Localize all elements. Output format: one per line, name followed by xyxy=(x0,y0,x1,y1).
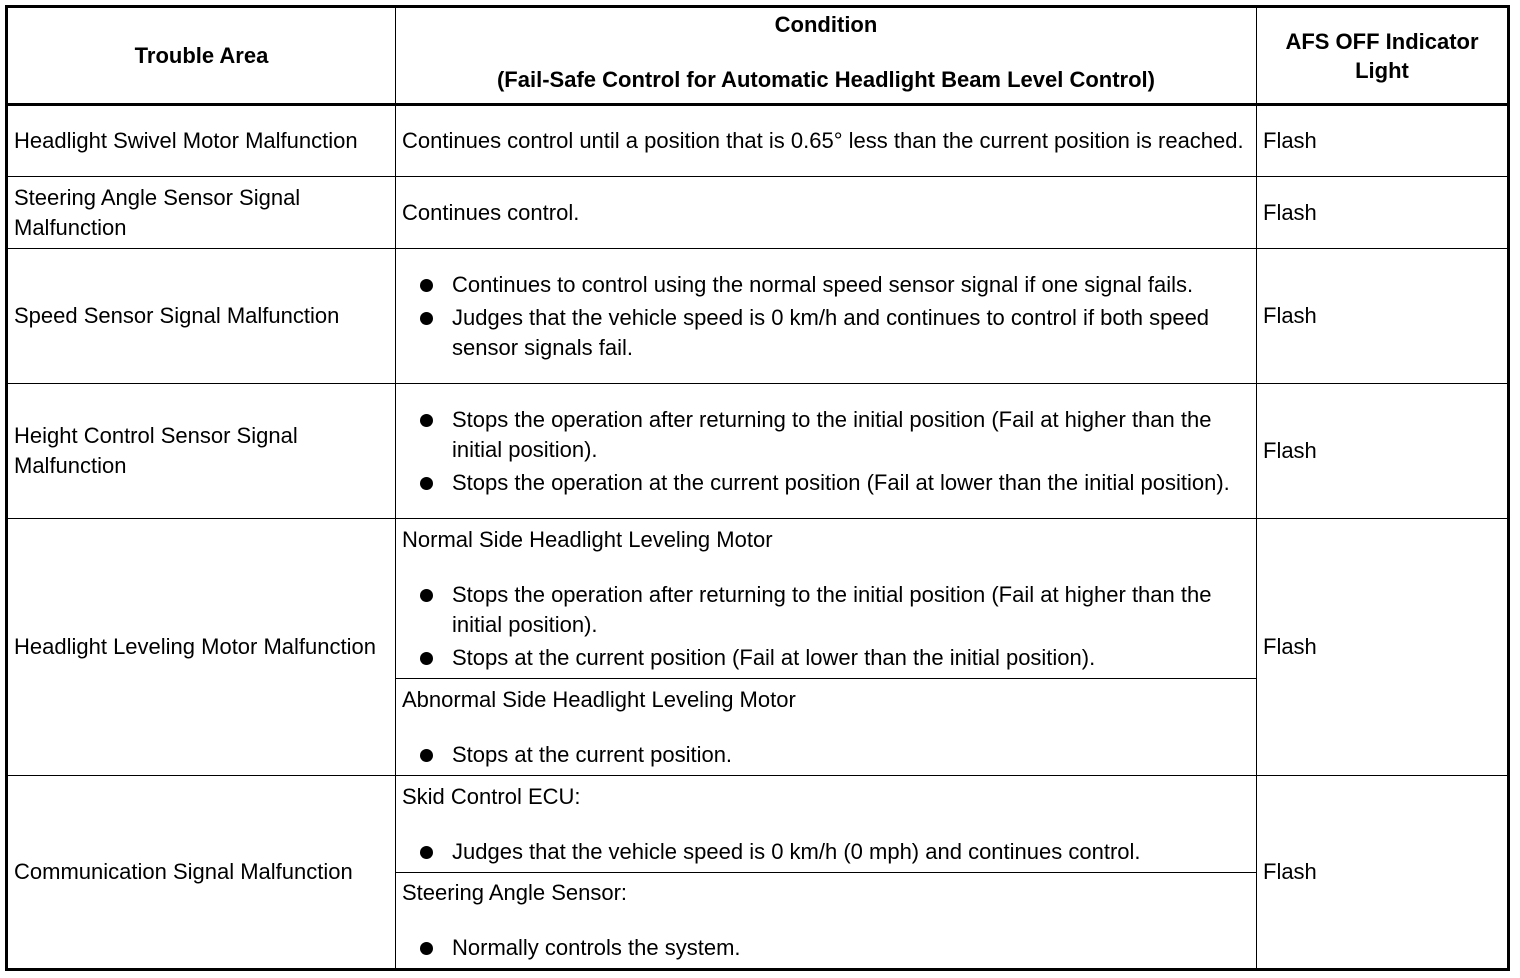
condition-subheading: Skid Control ECU: xyxy=(402,783,581,809)
header-condition xyxy=(396,7,1257,105)
header-condition-title: Condition xyxy=(774,11,878,37)
trouble-area-cell: Headlight Leveling Motor Malfunction xyxy=(7,519,396,776)
bullet-text: Stops the operation after returning to the initial position (Fail at higher than the initial position). xyxy=(452,406,1212,462)
trouble-area-cell: Steering Angle Sensor Signal Malfunction xyxy=(7,177,396,249)
indicator-cell: Flash xyxy=(1257,249,1509,384)
trouble-area-cell: Speed Sensor Signal Malfunction xyxy=(7,249,396,384)
bullet-item xyxy=(402,643,1250,673)
condition-bullet-list xyxy=(402,405,1250,498)
fail-safe-table xyxy=(5,5,1510,971)
condition-bullet-list xyxy=(402,740,1250,770)
condition-cell: Continues control until a position that is 0.65° less than the current position is reached. xyxy=(396,105,1257,177)
condition-bullet-list xyxy=(402,270,1250,363)
condition-subheading: Steering Angle Sensor: xyxy=(402,880,628,905)
bullet-item xyxy=(402,837,1250,867)
condition-subheading: Abnormal Side Headlight Leveling Motor xyxy=(402,686,796,712)
table-header-row xyxy=(7,7,1509,105)
trouble-area-cell: Headlight Swivel Motor Malfunction xyxy=(7,105,396,177)
condition-cell xyxy=(396,679,1257,776)
header-condition-subtitle: (Fail-Safe Control for Automatic Headlight Beam Level Control) xyxy=(496,66,1155,92)
indicator-cell: Flash xyxy=(1257,384,1509,519)
table-row xyxy=(7,776,1509,873)
bullet-icon xyxy=(420,942,433,955)
trouble-area-cell: Height Control Sensor Signal Malfunction xyxy=(7,384,396,519)
condition-cell xyxy=(396,519,1257,679)
trouble-area-cell: Communication Signal Malfunction xyxy=(7,776,396,970)
bullet-item xyxy=(402,580,1250,640)
condition-bullet-list xyxy=(402,837,1250,867)
bullet-icon xyxy=(420,749,433,762)
table-row xyxy=(7,384,1509,519)
indicator-cell: Flash xyxy=(1257,105,1509,177)
header-trouble-area: Trouble Area xyxy=(7,7,396,105)
bullet-text: Stops at the current position. xyxy=(452,741,733,767)
condition-cell xyxy=(396,873,1257,970)
bullet-item xyxy=(402,303,1250,363)
bullet-icon xyxy=(420,279,433,292)
bullet-icon xyxy=(420,312,433,325)
bullet-item xyxy=(402,933,1250,963)
condition-bullet-list xyxy=(402,580,1250,673)
condition-subheading: Normal Side Headlight Leveling Motor xyxy=(402,526,773,552)
bullet-icon xyxy=(420,477,433,490)
bullet-text: Stops the operation at the current position (Fail at lower than the initial position). xyxy=(452,469,1230,495)
indicator-cell: Flash xyxy=(1257,177,1509,249)
table-row xyxy=(7,105,1509,177)
bullet-text: Stops at the current position (Fail at lower than the initial position). xyxy=(452,644,1096,670)
bullet-icon xyxy=(420,652,433,665)
table-row xyxy=(7,249,1509,384)
bullet-icon xyxy=(420,846,433,859)
condition-cell xyxy=(396,776,1257,873)
condition-cell: Continues control. xyxy=(396,177,1257,249)
bullet-item xyxy=(402,270,1250,300)
table-row xyxy=(7,177,1509,249)
condition-cell xyxy=(396,249,1257,384)
bullet-item xyxy=(402,740,1250,770)
bullet-icon xyxy=(420,589,433,602)
bullet-text: Judges that the vehicle speed is 0 km/h and continues to control if both speed sensor signals fail. xyxy=(452,304,1210,360)
condition-cell xyxy=(396,384,1257,519)
header-indicator: AFS OFF Indicator Light xyxy=(1257,7,1509,105)
bullet-text: Stops the operation after returning to the initial position (Fail at higher than the initial position). xyxy=(452,581,1212,637)
bullet-text: Judges that the vehicle speed is 0 km/h (0 mph) and continues control. xyxy=(452,838,1141,864)
table-row xyxy=(7,519,1509,679)
bullet-item xyxy=(402,405,1250,465)
condition-bullet-list xyxy=(402,933,1250,963)
bullet-item xyxy=(402,468,1250,498)
bullet-text: Normally controls the system. xyxy=(452,935,741,960)
indicator-cell: Flash xyxy=(1257,519,1509,776)
bullet-icon xyxy=(420,414,433,427)
indicator-cell: Flash xyxy=(1257,776,1509,970)
bullet-text: Continues to control using the normal speed sensor signal if one signal fails. xyxy=(452,271,1194,297)
